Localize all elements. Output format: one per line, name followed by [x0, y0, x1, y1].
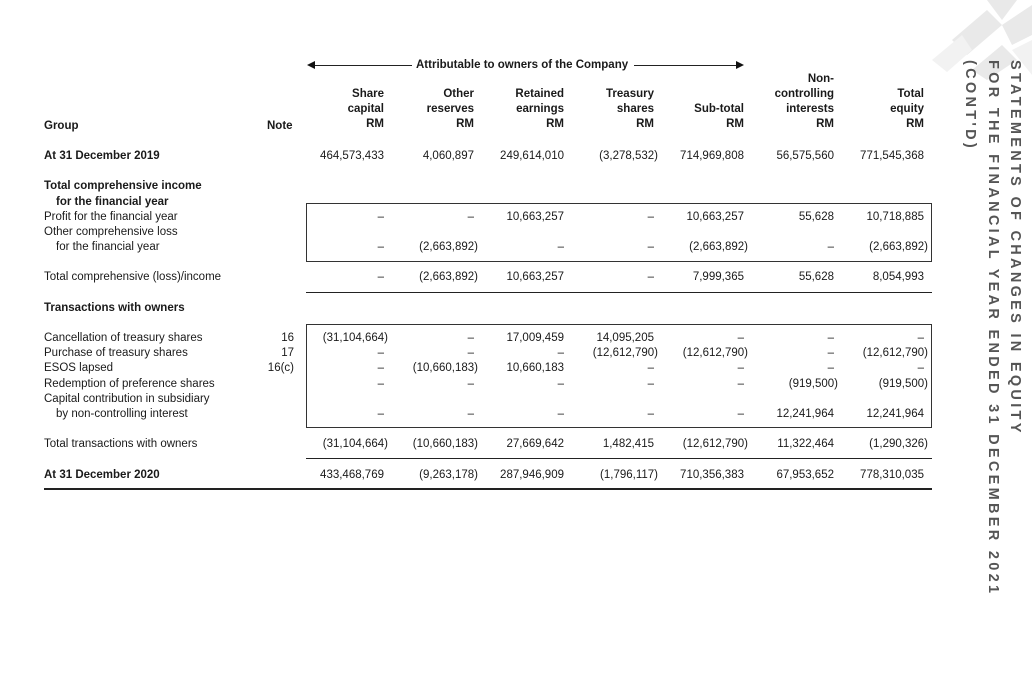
row-label-oci: Other comprehensive loss: [44, 226, 178, 238]
cell-r2-c4: 10,663,257: [686, 211, 744, 223]
cell-r7-c6: (12,612,790): [862, 347, 928, 359]
col-header-share-capital: Share capital RM: [347, 88, 384, 130]
attributable-label: Attributable to owners of the Company: [416, 59, 629, 71]
arrow-line-right: [634, 65, 737, 66]
cell-r7-c0: –: [377, 347, 384, 359]
rule-after-total-comprehensive: [306, 292, 932, 293]
cell-r7-c1: –: [467, 347, 474, 359]
row-label-cancellation: Cancellation of treasury shares: [44, 332, 203, 344]
cell-r8-c3: –: [647, 362, 654, 374]
row-label-oci-2: for the financial year: [56, 241, 160, 253]
cell-r11-c4: (12,612,790): [682, 438, 748, 450]
row-label-total-transactions: Total transactions with owners: [44, 438, 198, 450]
cell-r0-c0: 464,573,433: [320, 150, 384, 162]
cell-r4-c5: 55,628: [798, 271, 834, 283]
row-label-2019: At 31 December 2019: [44, 150, 160, 162]
row-label-capital-contribution-2: by non-controlling interest: [56, 408, 188, 420]
row-label-capital-contribution: Capital contribution in subsidiary: [44, 393, 210, 405]
col-header-sub-total: Sub-total RM: [694, 103, 744, 130]
cell-r4-c1: (2,663,892): [419, 271, 478, 283]
rule-final: [44, 488, 932, 490]
col-header-treasury-shares: Treasury shares RM: [606, 88, 654, 130]
col-header-non-controlling-interests: Non- controlling interests RM: [774, 73, 834, 130]
cell-r7-c4: (12,612,790): [682, 347, 748, 359]
col-header-total-equity: Total equity RM: [890, 88, 924, 130]
row-label-purchase: Purchase of treasury shares: [44, 347, 188, 359]
col-header-retained-earnings: Retained earnings RM: [515, 88, 564, 130]
note-cancellation: 16: [281, 332, 294, 344]
cell-r12-c0: 433,468,769: [320, 469, 384, 481]
cell-r7-c5: –: [827, 347, 834, 359]
cell-r6-c1: –: [467, 332, 474, 344]
row-label-total-comprehensive: Total comprehensive (loss)/income: [44, 271, 222, 283]
cell-r0-c1: 4,060,897: [422, 150, 474, 162]
cell-r8-c5: –: [827, 362, 834, 374]
row-label-total-comprehensive-income: Total comprehensive income: [44, 180, 202, 192]
cell-r12-c5: 67,953,652: [776, 469, 834, 481]
cell-r3-c0: –: [377, 241, 384, 253]
note-esos: 16(c): [267, 362, 294, 374]
cell-r2-c3: –: [647, 211, 654, 223]
cell-r6-c0: (31,104,664): [322, 332, 388, 344]
cell-r8-c6: –: [917, 362, 924, 374]
cell-r10-c2: –: [557, 408, 564, 420]
row-label-2020: At 31 December 2020: [44, 469, 160, 481]
cell-r11-c2: 27,669,642: [506, 438, 564, 450]
cell-r4-c2: 10,663,257: [506, 271, 564, 283]
side-title-line3: (CONT'D): [962, 60, 978, 152]
cell-r12-c6: 778,310,035: [860, 469, 924, 481]
cell-r10-c3: –: [647, 408, 654, 420]
cell-r8-c2: 10,660,183: [506, 362, 564, 374]
cell-r10-c0: –: [377, 408, 384, 420]
note-header: Note: [267, 120, 293, 132]
cell-r3-c2: –: [557, 241, 564, 253]
cell-r6-c3: 14,095,205: [596, 332, 654, 344]
cell-r0-c2: 249,614,010: [500, 150, 564, 162]
cell-r11-c3: 1,482,415: [602, 438, 654, 450]
arrow-left-icon: [307, 61, 315, 69]
cell-r4-c6: 8,054,993: [872, 271, 924, 283]
side-title-line1: STATEMENTS OF CHANGES IN EQUITY: [1007, 60, 1023, 436]
cell-r0-c5: 56,575,560: [776, 150, 834, 162]
cell-r7-c3: (12,612,790): [592, 347, 658, 359]
cell-r6-c6: –: [917, 332, 924, 344]
cell-r9-c3: –: [647, 378, 654, 390]
rule-after-total-transactions: [306, 458, 932, 459]
cell-r8-c4: –: [737, 362, 744, 374]
cell-r6-c5: –: [827, 332, 834, 344]
note-purchase: 17: [281, 347, 294, 359]
cell-r2-c5: 55,628: [798, 211, 834, 223]
cell-r0-c3: (3,278,532): [599, 150, 658, 162]
cell-r9-c1: –: [467, 378, 474, 390]
cell-r9-c2: –: [557, 378, 564, 390]
row-label-redemption: Redemption of preference shares: [44, 378, 215, 390]
cell-r12-c3: (1,796,117): [600, 469, 658, 481]
cell-r9-c5: (919,500): [788, 378, 838, 390]
cell-r3-c4: (2,663,892): [689, 241, 748, 253]
side-title-line2: FOR THE FINANCIAL YEAR ENDED 31 DECEMBER 2021: [985, 60, 1001, 597]
cell-r3-c1: (2,663,892): [419, 241, 478, 253]
cell-r6-c2: 17,009,459: [506, 332, 564, 344]
cell-r8-c1: (10,660,183): [412, 362, 478, 374]
cell-r2-c1: –: [467, 211, 474, 223]
cell-r7-c2: –: [557, 347, 564, 359]
cell-r9-c4: –: [737, 378, 744, 390]
cell-r4-c4: 7,999,365: [692, 271, 744, 283]
cell-r3-c3: –: [647, 241, 654, 253]
row-label-transactions-with-owners: Transactions with owners: [44, 302, 185, 314]
cell-r10-c6: 12,241,964: [866, 408, 924, 420]
cell-r12-c2: 287,946,909: [500, 469, 564, 481]
cell-r2-c0: –: [377, 211, 384, 223]
cell-r2-c2: 10,663,257: [506, 211, 564, 223]
cell-r11-c0: (31,104,664): [322, 438, 388, 450]
row-label-total-comprehensive-income-2: for the financial year: [56, 196, 169, 208]
cell-r3-c6: (2,663,892): [869, 241, 928, 253]
cell-r10-c5: 12,241,964: [776, 408, 834, 420]
cell-r10-c1: –: [467, 408, 474, 420]
cell-r8-c0: –: [377, 362, 384, 374]
cell-r4-c0: –: [377, 271, 384, 283]
arrow-line-left: [312, 65, 412, 66]
cell-r12-c4: 710,356,383: [680, 469, 744, 481]
cell-r2-c6: 10,718,885: [866, 211, 924, 223]
cell-r9-c0: –: [377, 378, 384, 390]
row-label-profit: Profit for the financial year: [44, 211, 178, 223]
col-header-other-reserves: Other reserves RM: [426, 88, 474, 130]
cell-r11-c6: (1,290,326): [869, 438, 928, 450]
cell-r4-c3: –: [647, 271, 654, 283]
cell-r9-c6: (919,500): [878, 378, 928, 390]
cell-r0-c6: 771,545,368: [860, 150, 924, 162]
arrow-right-icon: [736, 61, 744, 69]
cell-r11-c5: 11,322,464: [777, 438, 834, 450]
cell-r3-c5: –: [827, 241, 834, 253]
cell-r10-c4: –: [737, 408, 744, 420]
cell-r12-c1: (9,263,178): [419, 469, 478, 481]
cell-r0-c4: 714,969,808: [680, 150, 744, 162]
cell-r11-c1: (10,660,183): [412, 438, 478, 450]
cell-r6-c4: –: [737, 332, 744, 344]
row-label-esos: ESOS lapsed: [44, 362, 114, 374]
group-header: Group: [44, 120, 79, 132]
